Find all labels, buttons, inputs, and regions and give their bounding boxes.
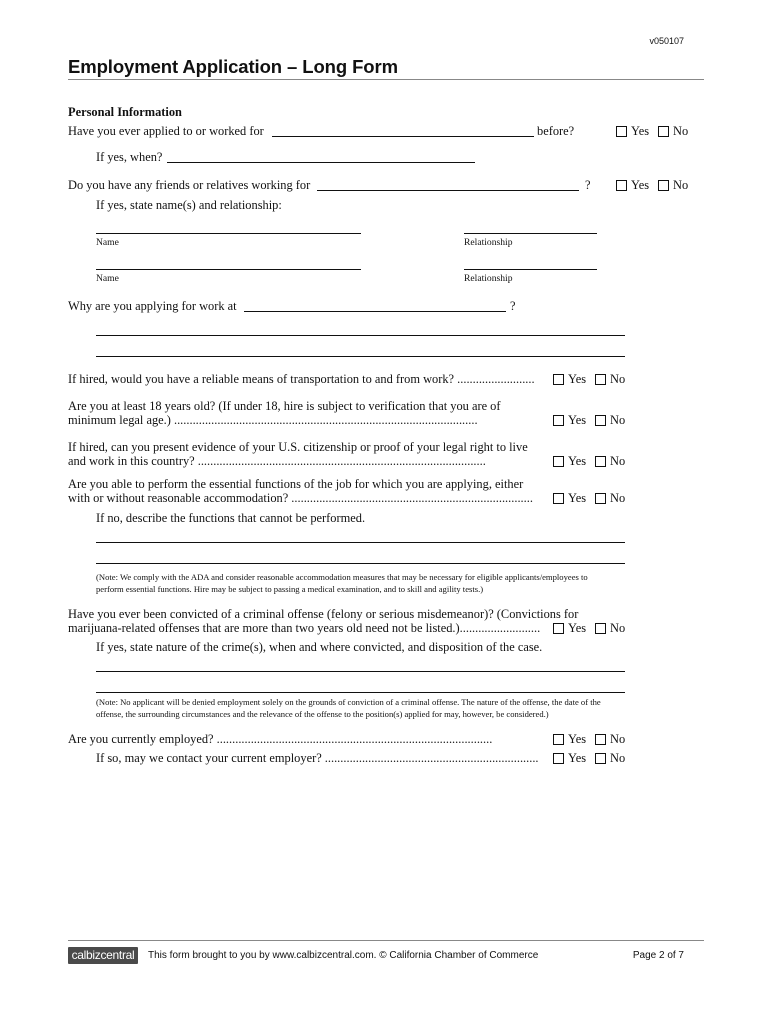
conviction-note-line1: (Note: No applicant will be denied employment solely on the grounds of conviction of a criminal offense. The nature of the offense, the date of the bbox=[96, 697, 601, 707]
convicted-options bbox=[553, 621, 625, 636]
employed-options bbox=[553, 732, 625, 747]
transport-options bbox=[553, 372, 625, 387]
relationship-field-2[interactable] bbox=[464, 269, 597, 270]
relationship-caption: Relationship bbox=[464, 273, 513, 284]
page-number: Page 2 of 7 bbox=[632, 950, 684, 961]
convicted-answer-line-2[interactable] bbox=[96, 692, 625, 693]
no-label: No bbox=[610, 372, 626, 386]
friends-suffix: ? bbox=[585, 178, 591, 192]
convicted-label-line1: Have you ever been convicted of a criminal offense (felony or serious misdemeanor)? (Convictions for bbox=[68, 607, 579, 621]
no-label: No bbox=[610, 413, 626, 427]
friends-company-field[interactable] bbox=[317, 190, 579, 191]
no-label: No bbox=[610, 454, 626, 468]
conviction-note-line2: offense, the surrounding circumstances and the relevance of the offense to the position(s) applied for may, however, be considered.) bbox=[96, 709, 549, 719]
relationship-field-1[interactable] bbox=[464, 233, 597, 234]
no-label: No bbox=[610, 621, 626, 635]
essential-label-line2: with or without reasonable accommodation? .............................................................................. bbox=[68, 491, 533, 505]
essential-no-checkbox[interactable] bbox=[595, 493, 606, 504]
why-company-field[interactable] bbox=[244, 311, 506, 312]
company-name-field[interactable] bbox=[272, 136, 534, 137]
age-label-line2: minimum legal age.) .................................................................................................. bbox=[68, 413, 478, 427]
transport-yes-checkbox[interactable] bbox=[553, 374, 564, 385]
essential-answer-line-1[interactable] bbox=[96, 542, 625, 543]
convicted-label-line2: marijuana-related offenses that are more than two years old need not be listed.).......................... bbox=[68, 621, 541, 635]
conviction-note bbox=[96, 696, 708, 720]
name-caption: Name bbox=[96, 273, 119, 284]
essential-yes-checkbox[interactable] bbox=[553, 493, 564, 504]
citizenship-label-line2: and work in this country? ............................................................................................. bbox=[68, 454, 486, 468]
contact-yes-checkbox[interactable] bbox=[553, 753, 564, 764]
applied-before-label: Have you ever applied to or worked for bbox=[68, 124, 264, 138]
if-yes-when-label: If yes, when? bbox=[96, 150, 163, 164]
yes-label: Yes bbox=[568, 454, 587, 468]
why-applying-suffix: ? bbox=[510, 299, 516, 313]
essential-options bbox=[553, 491, 625, 506]
essential-describe-label: If no, describe the functions that cannot be performed. bbox=[96, 511, 366, 525]
yes-label: Yes bbox=[631, 124, 650, 138]
ada-note-line2: perform essential functions. Hire may be subject to passing a medical examination, and to skill and agility tests.) bbox=[96, 584, 484, 594]
footer-credit: This form brought to you by www.calbizcentral.com. © California Chamber of Commerce bbox=[148, 950, 539, 961]
relative-name-field-2[interactable] bbox=[96, 269, 361, 270]
employed-label: Are you currently employed? ......................................................................................... bbox=[68, 732, 493, 746]
employed-no-checkbox[interactable] bbox=[595, 734, 606, 745]
friends-options bbox=[616, 178, 688, 193]
age-options bbox=[553, 413, 625, 428]
ada-note bbox=[96, 571, 708, 595]
name-caption: Name bbox=[96, 237, 119, 248]
no-label: No bbox=[673, 178, 689, 192]
title-divider bbox=[68, 79, 704, 80]
applied-before-options bbox=[616, 124, 688, 139]
convicted-yes-checkbox[interactable] bbox=[553, 623, 564, 634]
age-yes-checkbox[interactable] bbox=[553, 415, 564, 426]
relative-name-field-1[interactable] bbox=[96, 233, 361, 234]
citizenship-label-line1: If hired, can you present evidence of your U.S. citizenship or proof of your legal right to live bbox=[68, 440, 528, 454]
ada-note-line1: (Note: We comply with the ADA and consider reasonable accommodation measures that may be necessary for eligible applicants/employees to bbox=[96, 572, 588, 582]
friends-yes-checkbox[interactable] bbox=[616, 180, 627, 191]
applied-before-no-checkbox[interactable] bbox=[658, 126, 669, 137]
convicted-state-label: If yes, state nature of the crime(s), when and where convicted, and disposition of the case. bbox=[96, 640, 543, 654]
no-label: No bbox=[610, 751, 626, 765]
applied-before-yes-checkbox[interactable] bbox=[616, 126, 627, 137]
citizenship-options bbox=[553, 454, 625, 469]
why-answer-line-2[interactable] bbox=[96, 356, 625, 357]
footer-divider bbox=[68, 940, 704, 941]
convicted-no-checkbox[interactable] bbox=[595, 623, 606, 634]
transport-label: If hired, would you have a reliable means of transportation to and from work? ......................... bbox=[68, 372, 535, 386]
why-applying-label: Why are you applying for work at bbox=[68, 299, 237, 313]
no-label: No bbox=[610, 732, 626, 746]
friends-label: Do you have any friends or relatives working for bbox=[68, 178, 311, 192]
yes-label: Yes bbox=[568, 732, 587, 746]
age-no-checkbox[interactable] bbox=[595, 415, 606, 426]
form-title: Employment Application – Long Form bbox=[68, 56, 398, 77]
relationship-caption: Relationship bbox=[464, 237, 513, 248]
yes-label: Yes bbox=[568, 491, 587, 505]
friends-state-label: If yes, state name(s) and relationship: bbox=[96, 198, 282, 212]
when-field[interactable] bbox=[167, 162, 475, 163]
version-code: v050107 bbox=[649, 36, 684, 46]
applied-before-suffix: before? bbox=[537, 124, 575, 138]
contact-no-checkbox[interactable] bbox=[595, 753, 606, 764]
convicted-answer-line-1[interactable] bbox=[96, 671, 625, 672]
contact-employer-options bbox=[553, 751, 625, 766]
no-label: No bbox=[673, 124, 689, 138]
no-label: No bbox=[610, 491, 626, 505]
employed-yes-checkbox[interactable] bbox=[553, 734, 564, 745]
essential-answer-line-2[interactable] bbox=[96, 563, 625, 564]
yes-label: Yes bbox=[568, 372, 587, 386]
section-heading: Personal Information bbox=[68, 105, 182, 119]
age-label-line1: Are you at least 18 years old? (If under 18, hire is subject to verification that you are of bbox=[68, 399, 501, 413]
friends-no-checkbox[interactable] bbox=[658, 180, 669, 191]
yes-label: Yes bbox=[568, 621, 587, 635]
why-answer-line-1[interactable] bbox=[96, 335, 625, 336]
transport-no-checkbox[interactable] bbox=[595, 374, 606, 385]
contact-employer-label: If so, may we contact your current employer? ..................................................................... bbox=[96, 751, 539, 765]
yes-label: Yes bbox=[631, 178, 650, 192]
yes-label: Yes bbox=[568, 413, 587, 427]
essential-label-line1: Are you able to perform the essential functions of the job for which you are applying, either bbox=[68, 477, 524, 491]
yes-label: Yes bbox=[568, 751, 587, 765]
citizenship-no-checkbox[interactable] bbox=[595, 456, 606, 467]
calbizcentral-logo: calbizcentral bbox=[68, 947, 138, 964]
citizenship-yes-checkbox[interactable] bbox=[553, 456, 564, 467]
